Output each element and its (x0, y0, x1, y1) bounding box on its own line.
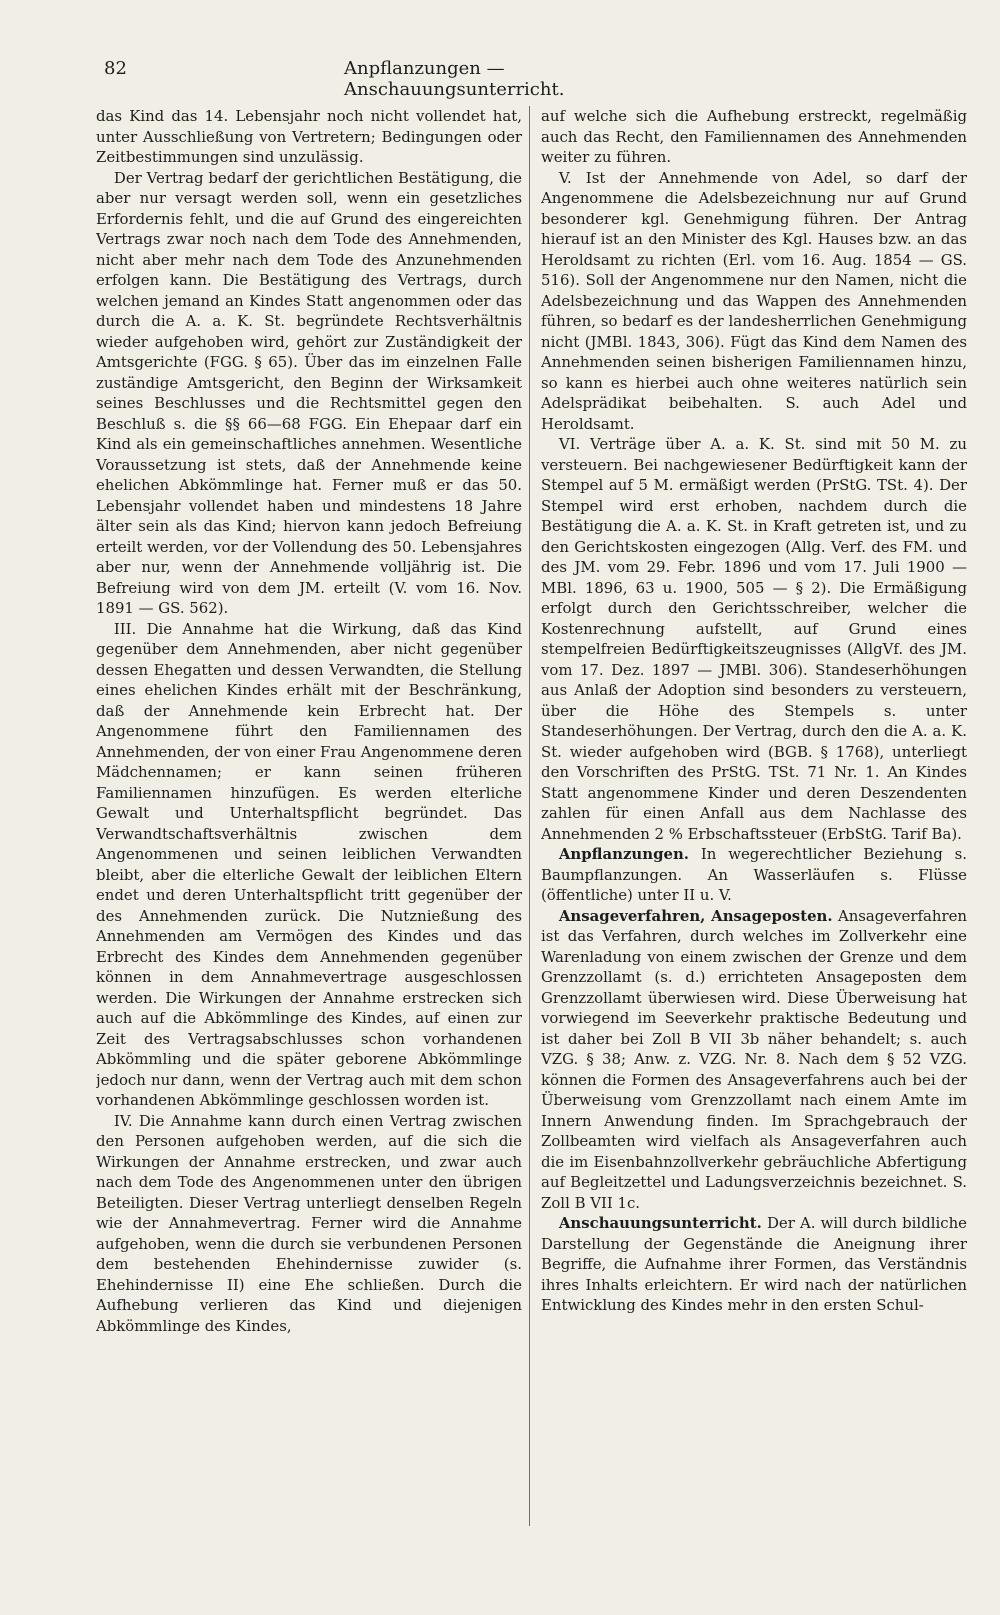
paragraph: IV. Die Annahme kann durch einen Vertrag zwischen den Personen aufgehoben werden, auf die sich die Wirkungen der Annahme erstrecken, und zwar auch nach dem Tode des Angenommenen unter den übrigen Beteiligten. Dieser Vertrag unterliegt denselben Regeln wie der Annahmevertrag. Ferner wird die Annahme aufgehoben, wenn die durch sie verbundenen Personen dem bestehenden Ehehindernisse zuwider (s. Ehehindernisse II) eine Ehe schließen. Durch die Aufhebung verlieren das Kind und diejenigen Abkömmlinge des Kindes, (96, 1111, 522, 1335)
paragraph: das Kind das 14. Lebensjahr noch nicht vollendet hat, unter Ausschließung von Vertretern; Bedingungen oder Zeitbestimmungen sind unzulässig. (96, 107, 522, 166)
running-head (104, 58, 730, 100)
column-divider (529, 106, 530, 1526)
paragraph: auf welche sich die Aufhebung erstreckt, regelmäßig auch das Recht, den Familiennamen des Annehmenden weiter zu führen. (541, 107, 967, 166)
paragraph: VI. Verträge über A. a. K. St. sind mit 50 M. zu versteuern. Bei nachgewiesener Bedürftigkeit kann der Stempel auf 5 M. ermäßigt werden (PrStG. TSt. 4). Der Stempel wird erst erhoben, nachdem durch die Bestätigung die A. a. K. St. in Kraft getreten ist, und zu den Gerichtskosten eingezogen (Allg. Verf. des FM. und des JM. vom 29. Febr. 1896 und vom 17. Juli 1900 — MBl. 1896, 63 u. 1900, 505 — § 2). Die Ermäßigung erfolgt durch den Gerichtsschreiber, welcher die Kostenrechnung aufstellt, auf Grund eines stempelfreien Bedürftigkeitszeugnisses (AllgVf. des JM. vom 17. Dez. 1897 — JMBl. 306). Standeserhöhungen aus Anlaß der Adoption sind besonders zu versteuern, über die Höhe des Stempels s. unter Standeserhöhungen. Der Vertrag, durch den die A. a. K. St. wieder aufgehoben wird (BGB. § 1768), unterliegt den Vorschriften des PrStG. TSt. 71 Nr. 1. An Kindes Statt angenommene Kinder und deren Deszendenten zahlen für einen Anfall aus dem Nachlasse des Annehmenden 2 % Erbschaftssteuer (ErbStG. Tarif Ba). (541, 435, 967, 843)
entry-ansageverfahren (541, 906, 967, 1214)
entry-anpflanzungen (541, 844, 967, 906)
left-column (96, 106, 522, 1546)
entry-headword: Ansageverfahren, Ansageposten. (558, 906, 833, 925)
paragraph: V. Ist der Annehmende von Adel, so darf der Angenommene die Adelsbezeichnung nur auf Grund besonderer kgl. Genehmigung führen. Der Antrag hierauf ist an den Minister des Kgl. Hauses bzw. an das Heroldsamt zu richten (Erl. vom 16. Aug. 1854 — GS. 516). Soll der Angenommene nur den Namen, nicht die Adelsbezeichnung und das Wappen des Annehmenden führen, so bedarf es der landesherrlichen Genehmigung nicht (JMBl. 1843, 306). Fügt das Kind dem Namen des Annehmenden seinen bisherigen Familiennamen hinzu, so kann es hierbei auch ohne weiteres natürlich sein Adelsprädikat beibehalten. S. auch Adel und Heroldsamt. (541, 168, 967, 433)
entry-anschauungsunterricht (541, 1213, 967, 1316)
paragraph: Der Vertrag bedarf der gerichtlichen Bestätigung, die aber nur versagt werden soll, wenn ein gesetzliches Erfordernis fehlt, und die auf Grund des eingereichten Vertrags zwar noch nach dem Tode des Annehmenden, nicht aber mehr nach dem Tode des Anzunehmenden erfolgen kann. Die Bestätigung des Vertrags, durch welchen jemand an Kindes Statt angenommen oder das durch die A. a. K. St. begründete Rechtsverhältnis wieder aufgehoben wird, gehört zur Zuständigkeit der Amtsgerichte (FGG. § 65). Über das im einzelnen Falle zuständige Amtsgericht, den Beginn der Wirksamkeit seines Beschlusses und die Rechtsmittel gegen den Beschluß s. die §§ 66—68 FGG. Ein Ehepaar darf ein Kind als ein gemeinschaftliches annehmen. Wesentliche Voraussetzung ist stets, daß der Annehmende keine ehelichen Abkömmlinge hat. Ferner muß er das 50. Lebensjahr vollendet haben und mindestens 18 Jahre älter sein als das Kind; hiervon kann jedoch Befreiung erteilt werden, vor der Vollendung des 50. Lebensjahres aber nur, wenn der Annehmende volljährig ist. Die Befreiung wird von dem JM. erteilt (V. vom 16. Nov. 1891 — GS. 562). (96, 168, 522, 617)
entry-text: Der A. will durch bildliche Darstellung der Gegenstände die Aneignung ihrer Begriffe, die Aufnahme ihrer Formen, das Verständnis ihres Inhalts erleichtern. Er wird nach der natürlichen Entwicklung des Kindes mehr in den ersten Schul- (541, 1214, 967, 1314)
entry-headword: Anschauungsunterricht. (558, 1214, 762, 1232)
entry-text: Ansageverfahren ist das Verfahren, durch welches im Zollverkehr eine Warenladung von einem zwischen der Grenze und dem Grenzzollamt (s. d.) errichteten Ansageposten dem Grenzzollamt überwiesen wird. Diese Überweisung hat vorwiegend im Seeverkehr praktische Bedeutung und ist daher bei Zoll B VII 3b näher behandelt; s. auch VZG. § 38; Anw. z. VZG. Nr. 8. Nach dem § 52 VZG. können die Formen des Ansageverfahrens auch bei der Überweisung vom Grenzzollamt nach einem Amte im Innern Anwendung finden. Im Sprachgebrauch der Zollbeamten wird vielfach als Ansageverfahren auch die im Eisenbahnzollverkehr gebräuchliche Abfertigung auf Begleitzettel und Ladungsverzeichnis bezeichnet. S. Zoll B VII 1c. (541, 906, 967, 1212)
right-column (541, 106, 967, 1546)
entry-headword: Anpflanzungen. (558, 845, 689, 863)
running-title: Anpflanzungen — Anschauungsunterricht. (344, 58, 565, 100)
paragraph: III. Die Annahme hat die Wirkung, daß das Kind gegenüber dem Annehmenden, aber nicht gegenüber dessen Ehegatten und dessen Verwandten, die Stellung eines ehelichen Kindes erhält mit der Beschränkung, daß der Annehmende kein Erbrecht hat. Der Angenommene führt den Familiennamen des Annehmenden, der von einer Frau Angenommene deren Mädchennamen; er kann seinen früheren Familiennamen hinzufügen. Es werden elterliche Gewalt und Unterhaltspflicht begründet. Das Verwandtschaftsverhältnis zwischen dem Angenommenen und seinen leiblichen Verwandten bleibt, aber die elterliche Gewalt der leiblichen Eltern endet und deren Unterhaltspflicht tritt gegenüber der des Annehmenden zurück. Die Nutznießung des Annehmenden am Vermögen des Kindes und das Erbrecht des Kindes dem Annehmenden gegenüber können in dem Annahmevertrage ausgeschlossen werden. Die Wirkungen der Annahme erstrecken sich auch auf die Abkömmlinge des Kindes, auf einen zur Zeit des Vertragsabschlusses schon vorhandenen Abkömmling und die später geborene Abkömmlinge jedoch nur dann, wenn der Vertrag auch mit dem schon vorhandenen Abkömmlinge geschlossen worden ist. (96, 619, 522, 1109)
entry-text: In wegerechtlicher Beziehung s. Baumpflanzungen. An Wasserläufen s. Flüsse (öffentliche) unter II u. V. (541, 845, 967, 904)
page-number: 82 (104, 58, 127, 79)
